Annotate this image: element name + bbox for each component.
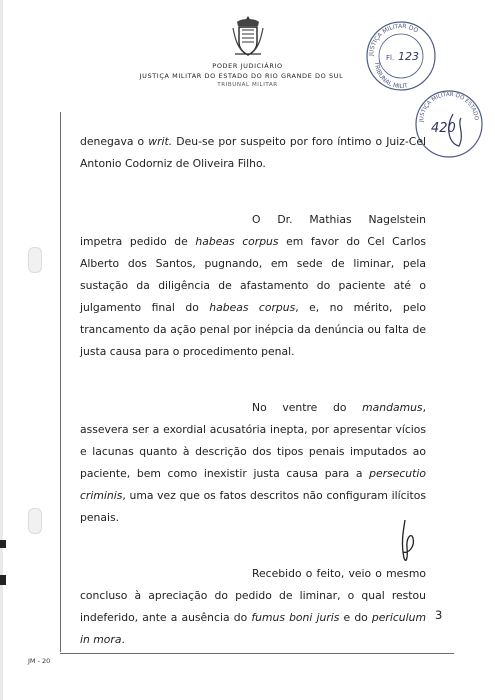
header-line-2: JUSTIÇA MILITAR DO ESTADO DO RIO GRANDE DO SUL [139,72,344,80]
stamp-ring-top: JUSTIÇA MILITAR DO [367,22,420,57]
paragraph-4: Recebido o feito, veio o mesmo concluso à apreciação do pedido de liminar, o qual restou indeferido, ante a ausência do fumus boni juris e do periculum in mora. [80,567,426,646]
bottom-rule [60,653,454,654]
paragraph-3: No ventre do mandamus, assevera ser a exordial acusatória inepta, por apresentar vícios e lacunas quanto à descrição dos tipos penais imputados ao paciente, bem como inexistir justa causa para a persecutio criminis, uma vez que os fatos descritos não configuram ilícitos penais. [80,401,426,524]
scan-mark [0,575,6,585]
punch-hole [28,247,42,273]
stamp-ring-bottom: TRIBUNAL MILIT [372,61,409,91]
page-stamp-icon [361,14,441,94]
header-line-1: PODER JUDICIÁRIO [212,62,283,70]
coat-of-arms-icon [231,14,265,58]
scan-mark [0,540,6,548]
paragraph-2: O Dr. Mathias Nagelstein impetra pedido de habeas corpus em favor do Cel Carlos Alberto dos Santos, pugnando, em sede de liminar, pela sustação da diligência de afastamento do paciente até o julgamento final do habeas corpus, e, no mérito, pelo trancamento da ação penal por inépcia da denúncia ou falta de justa causa para o procedimento penal. [80,213,427,358]
left-margin-rule [60,112,61,652]
punch-hole [28,508,42,534]
stamp-number: 123 [398,50,419,63]
stamp2-ring: JUSTIÇA MILITAR DO ESTADO [418,91,480,123]
form-code: JM - 20 [28,657,51,665]
page-number: 3 [435,608,443,622]
stamp2-number: 420 [431,121,456,136]
document-body [80,131,426,651]
scan-edge [0,0,3,700]
handwritten-initial-icon [393,518,419,566]
header-line-3: TRIBUNAL MILITAR [217,82,278,88]
paragraph-1: denegava o writ. Deu-se por suspeito por foro íntimo o Juiz-Cel Antonio Codorniz de Oliveira Filho. [80,135,426,170]
stamp-label: Fl. [386,54,395,62]
